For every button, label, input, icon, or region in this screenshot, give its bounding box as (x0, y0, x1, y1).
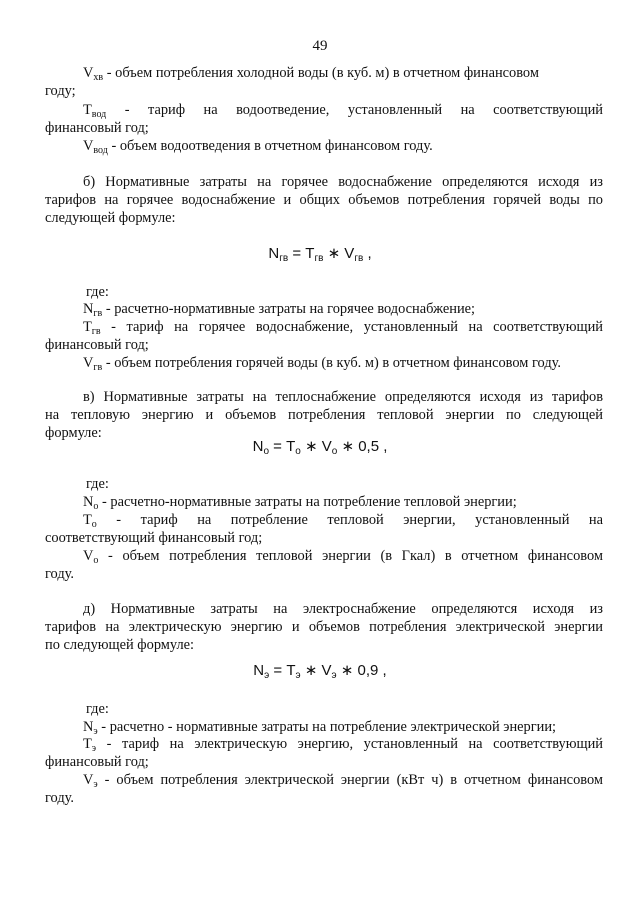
where-label: где: (86, 476, 109, 492)
text-line: финансовый год; (45, 337, 149, 353)
section-b-line-2: тарифов на горячее водоснабжение и общих объемов потребления горячей воды по (45, 192, 603, 208)
page-number: 49 (312, 38, 328, 54)
def-heat-volume: $V_о$ - объем потребления тепловой энергии (в Гкал) в отчетном финансовом (83, 548, 603, 565)
formula-heat: $N_о = T_о$ ∗ $V_о$ ∗ 0,5 , (252, 438, 388, 457)
text-line: финансовый год; (45, 120, 149, 136)
def-electricity-tariff: $T_э$ - тариф на электрическую энергию, установленный на соответствующий (83, 736, 603, 753)
def-electricity-volume: $V_э$ - объем потребления электрической энергии (кВт ч) в отчетном финансовом (83, 772, 603, 789)
def-water-disposal-tariff: $T_{вод}$ - тариф на водоотведение, установленный на соответствующий (83, 102, 603, 119)
text-line: году. (45, 566, 74, 582)
where-label: где: (86, 284, 109, 300)
section-c-line-2: на тепловую энергию и объемов потребления тепловой энергии по следующей (45, 407, 603, 423)
def-cold-water-volume: $V_{хв}$ - объем потребления холодной воды (в куб. м) в отчетном финансовом (83, 65, 539, 83)
def-hot-water-tariff: $T_{гв}$ - тариф на горячее водоснабжение, установленный на соответствующий (83, 319, 603, 336)
section-d-line-2: тарифов на электрическую энергию и объемов потребления электрической энергии (45, 619, 603, 635)
section-d-line-3: по следующей формуле: (45, 637, 195, 653)
formula-electricity: $N_э = T_э$ ∗ $V_э$ ∗ 0,9 , (253, 662, 387, 681)
text-line: соответствующий финансовый год; (45, 530, 263, 546)
def-hot-water-volume: $V_{гв}$ - объем потребления горячей воды (в куб. м) в отчетном финансовом году. (83, 355, 561, 373)
section-c-line-3: формуле: (45, 425, 102, 441)
text-line: году; (45, 83, 76, 99)
text-line: году. (45, 790, 74, 806)
section-d-line-1: д) Нормативные затраты на электроснабжение определяются исходя из (83, 601, 603, 617)
formula-hot-water: $N_{гв} = T_{гв}$ ∗ $V_{гв}$ , (268, 245, 372, 264)
def-heat-tariff: $T_о$ - тариф на потребление тепловой энергии, установленный на (83, 512, 603, 529)
def-water-disposal-volume: $V_{вод}$ - объем водоотведения в отчетном финансовом году. (83, 138, 433, 156)
def-heat-cost: $N_о$ - расчетно-нормативные затраты на потребление тепловой энергии; (83, 494, 517, 512)
def-hot-water-cost: $N_{гв}$ - расчетно-нормативные затраты на горячее водоснабжение; (83, 301, 476, 319)
section-b-line-1: б) Нормативные затраты на горячее водоснабжение определяются исходя из (83, 174, 603, 190)
text-line: финансовый год; (45, 754, 149, 770)
def-electricity-cost: $N_э$ - расчетно - нормативные затраты на потребление электрической энергии; (83, 719, 557, 737)
where-label: где: (86, 701, 109, 717)
section-c-line-1: в) Нормативные затраты на теплоснабжение определяются исходя из тарифов (83, 389, 603, 405)
section-b-line-3: следующей формуле: (45, 210, 176, 226)
